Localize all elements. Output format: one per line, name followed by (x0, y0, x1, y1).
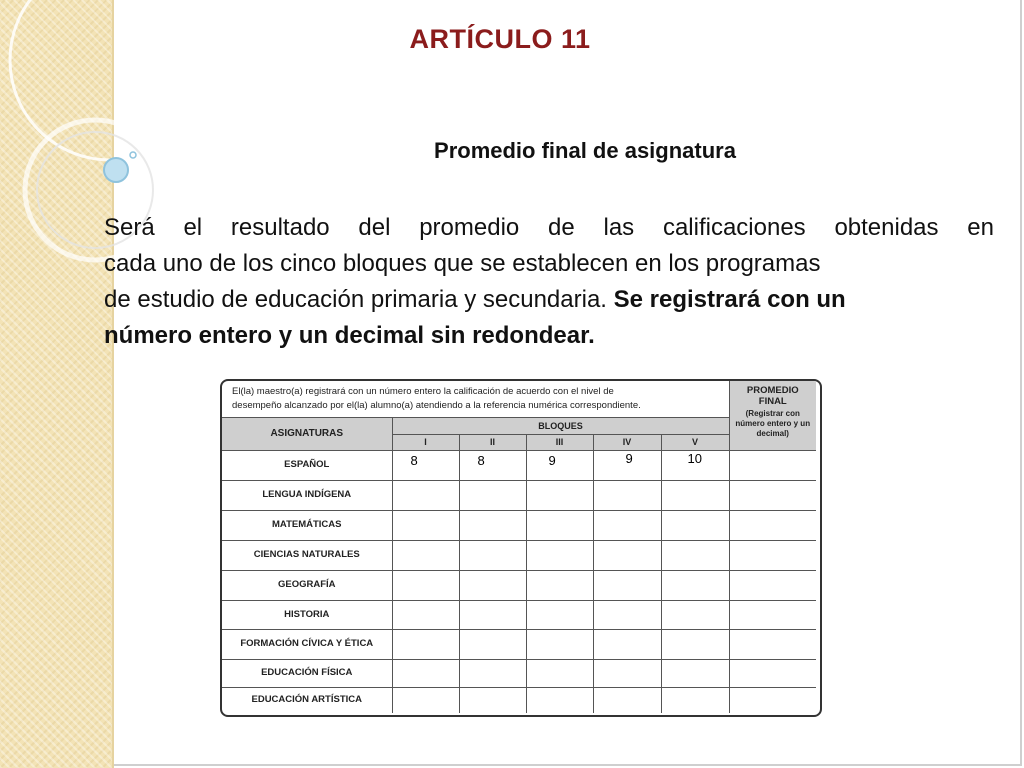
subject-name: EDUCACIÓN FÍSICA (222, 659, 392, 687)
grade-table (222, 381, 816, 713)
grade-cell[interactable] (459, 570, 526, 600)
grade-cell[interactable] (661, 600, 729, 629)
grade-cell[interactable] (593, 540, 661, 570)
grade-cell[interactable] (526, 570, 593, 600)
table-row (222, 629, 816, 659)
grade-cell[interactable] (459, 629, 526, 659)
grade-cell[interactable] (526, 629, 593, 659)
final-average-header (729, 381, 816, 450)
grade-cell[interactable] (661, 480, 729, 510)
paragraph-line-3-plain: de estudio de educación primaria y secundaria. (104, 286, 607, 313)
subject-name: HISTORIA (222, 600, 392, 629)
table-row (222, 600, 816, 629)
grade-cell[interactable] (459, 510, 526, 540)
grade-cell[interactable] (593, 480, 661, 510)
instructions-line-2: desempeño alcanzado por el(la) alumno(a) atendiendo a la referencia numérica correspondiente. (232, 399, 641, 411)
grade-cell[interactable] (459, 480, 526, 510)
grade-cell[interactable] (392, 540, 459, 570)
paragraph-line-1: Será el resultado del promedio de las calificaciones obtenidas en (104, 214, 994, 241)
grade-cell[interactable] (593, 570, 661, 600)
slide-subtitle: Promedio final de asignatura (434, 138, 736, 163)
grade-cell[interactable] (661, 510, 729, 540)
instructions-cell (222, 381, 729, 417)
grade-cell[interactable] (593, 450, 661, 480)
final-average-title: PROMEDIO FINAL (746, 385, 799, 407)
slide-title: ARTÍCULO 11 (409, 24, 591, 54)
grade-value: 9 (548, 452, 556, 468)
subjects-header: ASIGNATURAS (222, 417, 392, 450)
grade-value: 8 (477, 452, 485, 468)
grade-cell[interactable] (526, 480, 593, 510)
subject-name: MATEMÁTICAS (222, 510, 392, 540)
subject-name: LENGUA INDÍGENA (222, 480, 392, 510)
grade-cell[interactable] (392, 450, 459, 480)
final-grade-cell[interactable] (729, 570, 816, 600)
grade-cell[interactable] (526, 450, 593, 480)
block-label: III (526, 434, 593, 450)
grade-cell[interactable] (526, 687, 593, 713)
grade-cell[interactable] (459, 450, 526, 480)
block-label: IV (593, 434, 661, 450)
final-grade-cell[interactable] (729, 510, 816, 540)
grade-cell[interactable] (593, 510, 661, 540)
grade-cell[interactable] (526, 600, 593, 629)
grade-cell[interactable] (392, 629, 459, 659)
block-label: II (459, 434, 526, 450)
final-grade-cell[interactable] (729, 600, 816, 629)
table-row (222, 570, 816, 600)
grade-cell[interactable] (392, 570, 459, 600)
final-grade-cell[interactable] (729, 687, 816, 713)
subject-name: EDUCACIÓN ARTÍSTICA (222, 687, 392, 713)
table-row (222, 450, 816, 480)
paragraph-line-4 (104, 318, 994, 354)
block-label: V (661, 434, 729, 450)
table-row (222, 687, 816, 713)
grade-cell[interactable] (459, 540, 526, 570)
table-row (222, 540, 816, 570)
final-average-note: (Registrar con número entero y un decimal) (735, 409, 811, 438)
final-grade-cell[interactable] (729, 450, 816, 480)
subject-name: ESPAÑOL (222, 450, 392, 480)
grade-value: 9 (625, 450, 633, 466)
grade-cell[interactable] (392, 687, 459, 713)
grade-cell[interactable] (392, 659, 459, 687)
grade-report-form (220, 379, 822, 717)
instructions-line-1: El(la) maestro(a) registrará con un número entero la calificación de acuerdo con el nivel de (232, 385, 614, 397)
final-grade-cell[interactable] (729, 540, 816, 570)
grade-cell[interactable] (526, 510, 593, 540)
paragraph-line-2: cada uno de los cinco bloques que se establecen en los programas (104, 250, 821, 277)
grade-cell[interactable] (593, 687, 661, 713)
grade-value: 10 (687, 450, 702, 466)
paragraph-line-3-bold: Se registrará con un (613, 286, 846, 313)
blocks-header: BLOQUES (392, 417, 729, 434)
body-paragraph (104, 210, 994, 354)
block-label: I (392, 434, 459, 450)
grade-cell[interactable] (459, 659, 526, 687)
subject-name: FORMACIÓN CÍVICA Y ÉTICA (222, 629, 392, 659)
grade-cell[interactable] (392, 510, 459, 540)
grade-cell[interactable] (526, 659, 593, 687)
grade-cell[interactable] (459, 600, 526, 629)
subject-name: GEOGRAFÍA (222, 570, 392, 600)
grade-cell[interactable] (526, 540, 593, 570)
final-grade-cell[interactable] (729, 659, 816, 687)
grade-cell[interactable] (661, 570, 729, 600)
subject-name: CIENCIAS NATURALES (222, 540, 392, 570)
final-grade-cell[interactable] (729, 629, 816, 659)
table-row (222, 510, 816, 540)
grade-cell[interactable] (661, 687, 729, 713)
grade-cell[interactable] (661, 629, 729, 659)
paragraph-line-3 (104, 282, 994, 318)
grade-cell[interactable] (392, 480, 459, 510)
grade-cell[interactable] (661, 450, 729, 480)
grade-cell[interactable] (593, 629, 661, 659)
grade-cell[interactable] (392, 600, 459, 629)
grade-cell[interactable] (593, 600, 661, 629)
grade-value: 8 (410, 452, 418, 468)
final-grade-cell[interactable] (729, 480, 816, 510)
table-row (222, 480, 816, 510)
grade-cell[interactable] (661, 659, 729, 687)
grade-cell[interactable] (593, 659, 661, 687)
grade-cell[interactable] (459, 687, 526, 713)
table-row (222, 659, 816, 687)
grade-cell[interactable] (661, 540, 729, 570)
paragraph-line-4-bold: número entero y un decimal sin redondear. (104, 322, 595, 349)
